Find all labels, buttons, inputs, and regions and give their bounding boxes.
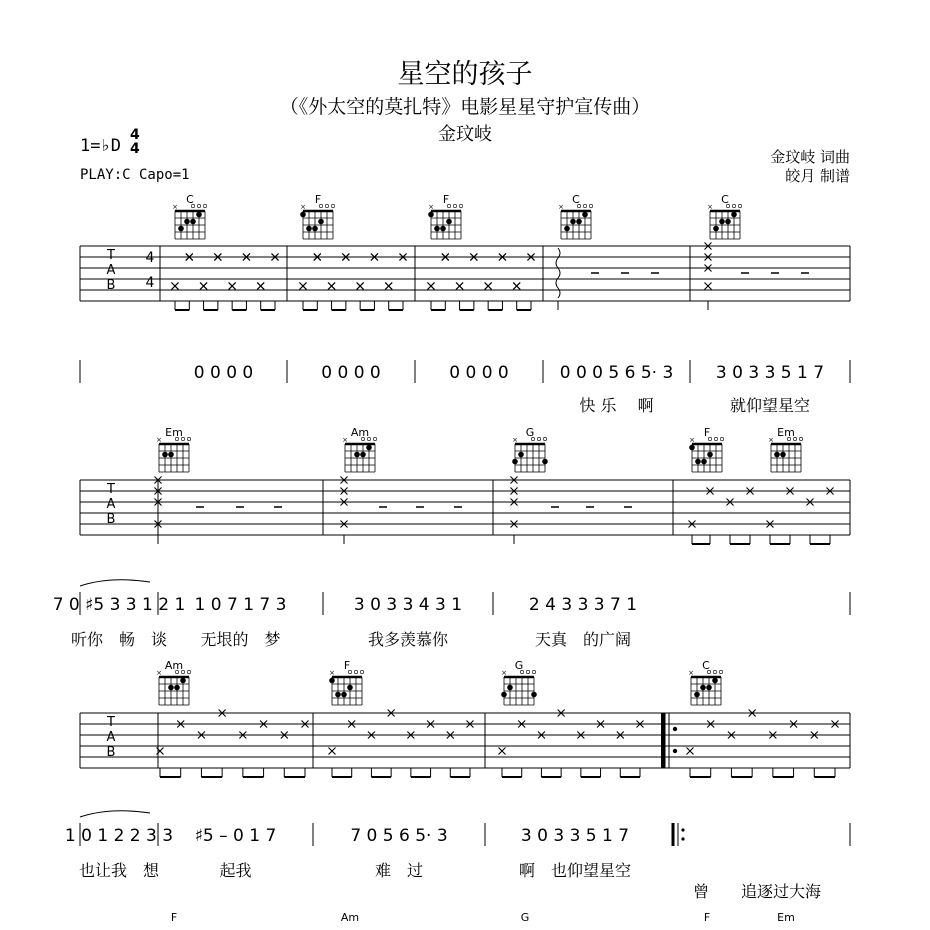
chord-mute-mark: × (558, 203, 564, 211)
chord-name-label: Em (777, 426, 795, 439)
chord-finger-dot (713, 226, 719, 232)
chord-diagram-c (707, 193, 742, 239)
meter-top: 4 (130, 127, 140, 143)
chord-finger-dot (341, 692, 347, 698)
tab-x-note (329, 748, 336, 755)
tab-x-note (300, 283, 307, 290)
chord-finger-dot (190, 219, 196, 225)
jianpu-measure: 7 0 ♯5 3 3 1 2 1 (52, 595, 186, 615)
chord-finger-dot (512, 459, 518, 465)
tie-arc (80, 580, 150, 586)
chord-diagram-f (689, 426, 724, 472)
lyric-line: 我多羡慕你 (367, 630, 449, 649)
chord-finger-dot (168, 685, 174, 691)
staff-meter-number: 4 (145, 250, 155, 266)
chord-finger-dot (434, 226, 440, 232)
chord-open-mark (197, 204, 200, 207)
chord-finger-dot (312, 226, 318, 232)
chord-finger-dot (564, 226, 570, 232)
song-title: 星空的孩子 (397, 59, 533, 90)
chord-name-label: F (442, 193, 450, 206)
chord-name-label: C (186, 193, 194, 206)
jianpu-measure: 7 0 5 6 5· 3 (350, 826, 448, 846)
repeat-dot (673, 727, 677, 731)
chord-finger-dot (774, 452, 780, 458)
chord-finger-dot (689, 445, 695, 451)
chord-mute-mark: × (501, 669, 507, 677)
jianpu-measure: 0 0 0 0 (449, 363, 509, 383)
lyric-line: 天真 的广阔 (534, 630, 632, 649)
jianpu-measure: 3 0 3 3 5 1 7 (715, 363, 825, 383)
lyric-line: 快 乐 啊 (579, 396, 654, 415)
chord-mute-mark: × (707, 203, 713, 211)
chord-finger-dot (707, 452, 713, 458)
chord-finger-dot (178, 226, 184, 232)
lyric-line: 无垠的 梦 (200, 630, 281, 649)
chord-open-mark (543, 437, 546, 440)
lyric-line: 起我 (219, 861, 252, 880)
chord-finger-dot (700, 685, 706, 691)
chord-mute-mark: × (689, 436, 695, 444)
chord-diagram-c (688, 659, 723, 705)
chord-open-mark (793, 437, 796, 440)
chord-name-label: G (520, 911, 530, 924)
chord-name-label: C (572, 193, 580, 206)
chord-open-mark (732, 204, 735, 207)
chord-diagram-em (156, 426, 191, 472)
chord-open-mark (532, 670, 535, 673)
tab-clef-letter: A (106, 730, 116, 745)
lyric-line-second-verse: 曾 追逐过大海 (692, 882, 822, 901)
chord-open-mark (181, 437, 184, 440)
chord-open-mark (360, 670, 363, 673)
tab-x-note (172, 283, 179, 290)
tab-x-note (687, 748, 694, 755)
lyric-line: 听你 畅 谈 (70, 630, 168, 649)
tab-clef-letter: T (107, 482, 115, 497)
chord-diagram-g (512, 426, 548, 472)
chord-finger-dot (446, 219, 452, 225)
chord-finger-dot (354, 452, 360, 458)
tab-clef-letter: B (106, 512, 116, 527)
tab-x-note (428, 283, 435, 290)
chord-open-mark (331, 204, 334, 207)
chord-finger-dot (725, 219, 731, 225)
chord-finger-dot (507, 685, 513, 691)
chord-mute-mark: × (172, 203, 178, 211)
chord-diagram-em (768, 426, 803, 472)
chord-diagram-am (156, 659, 191, 705)
tab-clef-letter: T (107, 248, 115, 263)
chord-mute-mark: × (300, 203, 306, 211)
chord-diagram-c (558, 193, 593, 239)
tab-x-note (328, 283, 335, 290)
chord-finger-dot (318, 219, 324, 225)
chord-finger-dot (360, 452, 366, 458)
chord-finger-dot (531, 692, 537, 698)
jianpu-measure: 0 0 0 0 (321, 363, 381, 383)
chord-open-mark (187, 437, 190, 440)
chord-diagram-f (300, 193, 335, 239)
tab-clef-letter: T (107, 715, 115, 730)
chord-open-mark (799, 437, 802, 440)
chord-finger-dot (440, 226, 446, 232)
chord-name-label: F (343, 659, 351, 672)
chord-name-label: Am (164, 659, 184, 672)
jianpu-measure: 3 0 3 3 4 3 1 (353, 595, 463, 615)
chord-finger-dot (706, 685, 712, 691)
chord-mute-mark: × (156, 436, 162, 444)
repeat-dot (673, 749, 677, 753)
chord-name-label: Am (340, 911, 360, 924)
chord-diagram-f (329, 659, 364, 705)
tab-x-note (257, 283, 264, 290)
chord-open-mark (589, 204, 592, 207)
chord-diagram-am (342, 426, 377, 472)
credit-lyrics: 金玟岐 词曲 (770, 148, 850, 166)
chord-name-label: G (525, 426, 535, 439)
chord-finger-dot (184, 219, 190, 225)
lyric-line: 就仰望星空 (729, 396, 811, 415)
tab-clef-letter: B (106, 278, 116, 293)
tab-x-note (485, 283, 492, 290)
chord-open-mark (459, 204, 462, 207)
tab-x-note (385, 283, 392, 290)
jianpu-measure: ♯5 – 0 1 7 (194, 826, 277, 846)
tab-clef-letter: A (106, 497, 116, 512)
chord-finger-dot (428, 212, 434, 218)
tab-x-note (499, 748, 506, 755)
repeat-dot (681, 828, 684, 831)
lyric-line: 也让我 想 (78, 861, 160, 880)
chord-finger-dot (694, 692, 700, 698)
chord-diagram-g (501, 659, 537, 705)
jianpu-measure: 3 0 3 3 5 1 7 (520, 826, 630, 846)
chord-diagram-f (428, 193, 463, 239)
song-subtitle: （《外太空的莫扎特》电影星星守护宣传曲） (279, 96, 651, 118)
tab-x-note (705, 283, 712, 290)
chord-open-mark (720, 437, 723, 440)
chord-mute-mark: × (342, 436, 348, 444)
chord-finger-dot (162, 452, 168, 458)
chord-diagrams (156, 193, 803, 924)
chord-open-mark (187, 670, 190, 673)
chord-open-mark (738, 204, 741, 207)
chord-open-mark (713, 670, 716, 673)
chord-finger-dot (712, 678, 718, 684)
chord-open-mark (714, 437, 717, 440)
chord-name-label: Am (350, 426, 370, 439)
chord-open-mark (325, 204, 328, 207)
repeat-dot (681, 837, 684, 840)
tab-staffs (80, 246, 850, 768)
jianpu-measure: 1 0 1 2 2 3 3 (64, 826, 174, 846)
chord-mute-mark: × (329, 669, 335, 677)
chord-finger-dot (174, 685, 180, 691)
tab-marks (155, 243, 839, 778)
chord-open-mark (373, 437, 376, 440)
chord-finger-dot (196, 212, 202, 218)
chord-finger-dot (366, 445, 372, 451)
jianpu-measure: 1 0 7 1 7 3 (194, 595, 287, 615)
chord-name-label: F (703, 911, 711, 924)
tab-x-note (229, 283, 236, 290)
chord-finger-dot (582, 212, 588, 218)
chord-open-mark (526, 670, 529, 673)
artist-name: 金玟岐 (438, 124, 492, 145)
chord-name-label: C (721, 193, 729, 206)
chord-open-mark (453, 204, 456, 207)
chord-open-mark (537, 437, 540, 440)
chord-mute-mark: × (156, 669, 162, 677)
chord-open-mark (719, 670, 722, 673)
tab-clef-letter: A (106, 263, 116, 278)
chord-name-label: C (702, 659, 710, 672)
chord-finger-dot (719, 219, 725, 225)
chord-finger-dot (695, 459, 701, 465)
chord-mute-mark: × (688, 669, 694, 677)
chord-finger-dot (501, 692, 507, 698)
jianpu-measure: 2 4 3 3 3 7 1 (528, 595, 638, 615)
chord-finger-dot (329, 678, 335, 684)
chord-name-label: F (314, 193, 322, 206)
chord-finger-dot (347, 685, 353, 691)
chord-open-mark (203, 204, 206, 207)
chord-finger-dot (731, 212, 737, 218)
chord-finger-dot (542, 459, 548, 465)
chord-open-mark (354, 670, 357, 673)
tab-x-note (456, 283, 463, 290)
chord-finger-dot (180, 678, 186, 684)
score-text (53, 360, 850, 901)
chord-finger-dot (335, 692, 341, 698)
meter-bottom: 4 (130, 141, 140, 157)
chord-name-label: G (514, 659, 524, 672)
tab-x-note (357, 283, 364, 290)
chord-open-mark (583, 204, 586, 207)
chord-diagram-c (172, 193, 207, 239)
tab-x-note (200, 283, 207, 290)
chord-mute-mark: × (512, 436, 518, 444)
play-capo: PLAY:C Capo=1 (80, 167, 190, 183)
chord-name-label: F (170, 911, 178, 924)
jianpu-measure: 0 0 0 5 6 5· 3 (559, 363, 674, 383)
tie-arc (80, 811, 150, 817)
chord-mute-mark: × (428, 203, 434, 211)
credit-transcriber: 皎月 制谱 (785, 167, 850, 185)
lyric-line: 难 过 (374, 861, 424, 880)
chord-finger-dot (300, 212, 306, 218)
chord-name-label: Em (165, 426, 183, 439)
chord-finger-dot (701, 459, 707, 465)
chord-finger-dot (576, 219, 582, 225)
jianpu-measure: 0 0 0 0 (193, 363, 254, 383)
staff-meter-number: 4 (145, 275, 155, 291)
tab-x-note (513, 283, 520, 290)
chord-finger-dot (306, 226, 312, 232)
chord-name-label: F (703, 426, 711, 439)
chord-finger-dot (780, 452, 786, 458)
tab-clef-letter: B (106, 745, 116, 760)
key-signature: 1=♭D (80, 136, 121, 156)
chord-finger-dot (518, 452, 524, 458)
chord-mute-mark: × (768, 436, 774, 444)
chord-finger-dot (168, 452, 174, 458)
lyric-line: 啊 也仰望星空 (518, 861, 632, 880)
chord-name-label: Em (777, 911, 795, 924)
chord-finger-dot (570, 219, 576, 225)
